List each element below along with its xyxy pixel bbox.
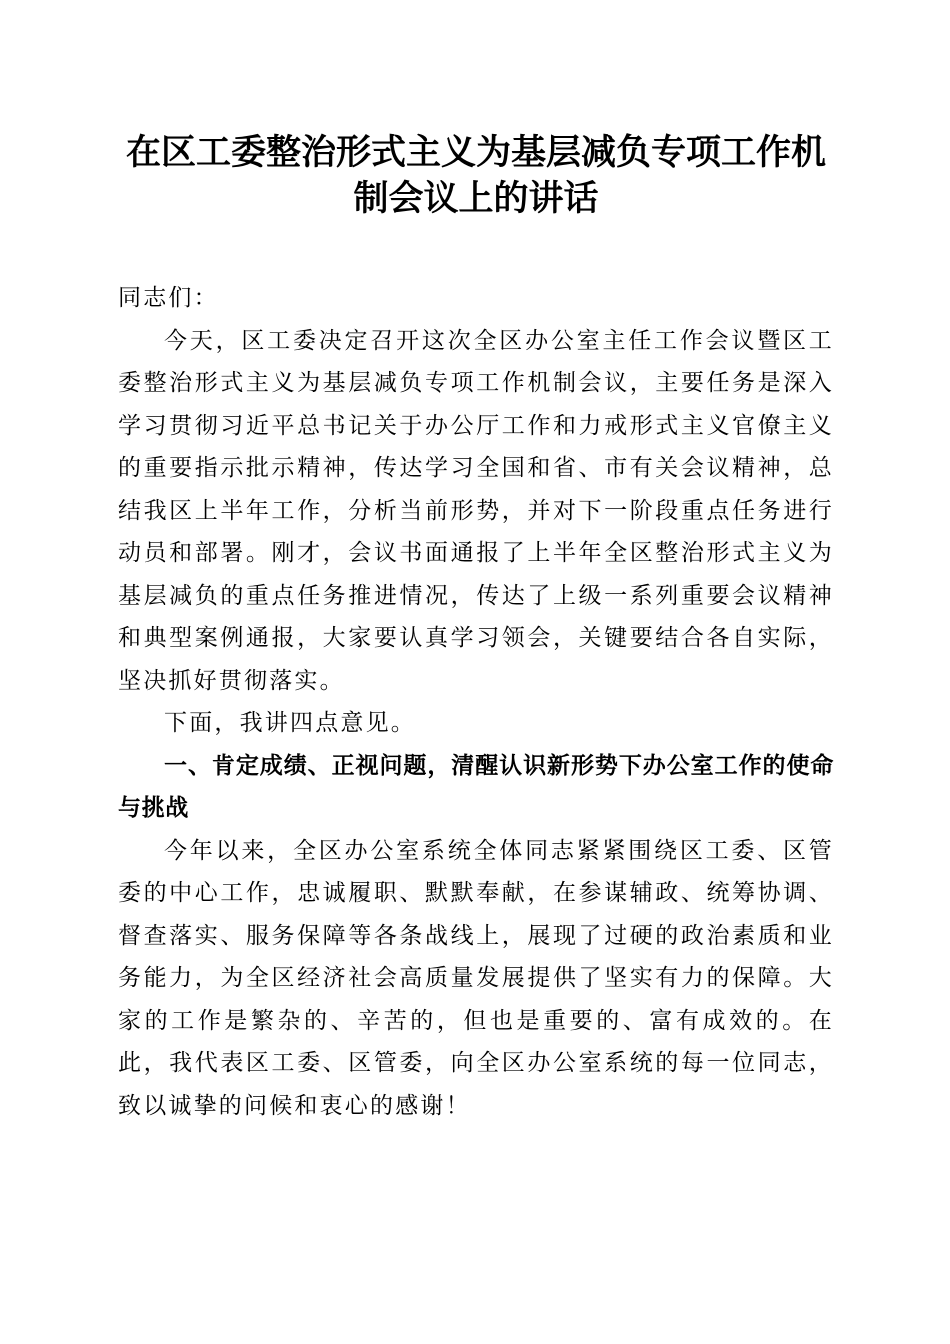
document-title [118,130,834,222]
document-body [118,277,834,1127]
section-heading-1: 一、肯定成绩、正视问题，清醒认识新形势下办公室工作的使命与挑战 [118,752,834,821]
intro-paragraph: 今天，区工委决定召开这次全区办公室主任工作会议暨区工委整治形式主义为基层减负专项工作机制会议，主要任务是深入学习贯彻习近平总书记关于办公厅工作和力戒形式主义官僚主义的重要指示批示精神，传达学习全国和省、市有关会议精神，总结我区上半年工作，分析当前形势，并对下一阶段重点任务进行动员和部署。刚才，会议书面通报了上半年全区整治形式主义为基层减负的重点任务推进情况，传达了上级一系列重要会议精神和典型案例通报，大家要认真学习领会，关键要结合各自实际，坚决抓好贯彻落实。 [118,327,834,694]
transition-paragraph: 下面，我讲四点意见。 [164,710,416,736]
section-1-paragraph: 今年以来，全区办公室系统全体同志紧紧围绕区工委、区管委的中心工作，忠诚履职、默默奉献，在参谋辅政、统筹协调、督查落实、服务保障等各条战线上，展现了过硬的政治素质和业务能力，为全区经济社会高质量发展提供了坚实有力的保障。大家的工作是繁杂的、辛苦的，但也是重要的、富有成效的。在此，我代表区工委、区管委，向全区办公室系统的每一位同志，致以诚挚的问候和衷心的感谢！ [118,837,834,1119]
salutation: 同志们： [118,285,219,311]
title-line-1: 在区工委整治形式主义为基层减负专项工作机 [125,132,826,173]
title-line-2: 制会议上的讲话 [353,178,599,219]
